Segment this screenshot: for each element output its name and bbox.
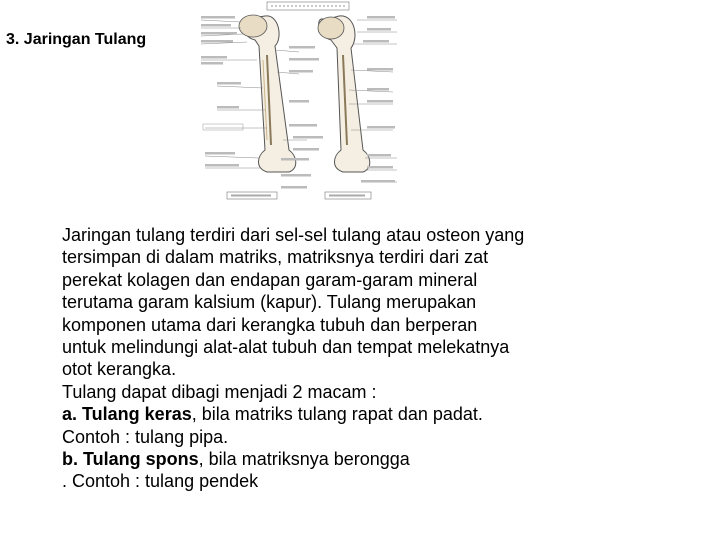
type-a-example: Contoh : tulang pipa. <box>62 426 229 447</box>
type-b <box>62 448 702 470</box>
humerus-bone-diagram <box>197 0 403 202</box>
types-intro: Tulang dapat dibagi menjadi 2 macam : <box>62 381 377 402</box>
right-bone-diagram <box>318 16 370 172</box>
paragraph-line: terutama garam kalsium (kapur). Tulang merupakan <box>62 292 477 313</box>
type-b-text: , bila matriksnya berongga <box>198 449 410 470</box>
left-bone-diagram <box>239 15 296 172</box>
type-a-label: a. Tulang keras <box>62 404 192 425</box>
section-heading: 3. Jaringan Tulang <box>6 31 147 48</box>
paragraph-line: Jaringan tulang terdiri dari sel-sel tulang atau osteon yang <box>62 225 525 245</box>
paragraph-line: komponen utama dari kerangka tubuh dan berperan <box>62 314 478 335</box>
type-a-text: , bila matriks tulang rapat dan padat. <box>191 404 483 425</box>
paragraph-line: perekat kolagen dan endapan garam-garam mineral <box>62 269 478 290</box>
paragraph-line: tersimpan di dalam matriks, matriksnya terdiri dari zat <box>62 247 489 268</box>
type-b-label: b. Tulang spons <box>62 449 199 470</box>
type-b-example: . Contoh : tulang pendek <box>62 471 259 492</box>
type-a <box>62 403 702 425</box>
body-text <box>62 224 702 493</box>
paragraph-line: otot kerangka. <box>62 359 177 380</box>
paragraph-line: untuk melindungi alat-alat tubuh dan tempat melekatnya <box>62 337 510 358</box>
